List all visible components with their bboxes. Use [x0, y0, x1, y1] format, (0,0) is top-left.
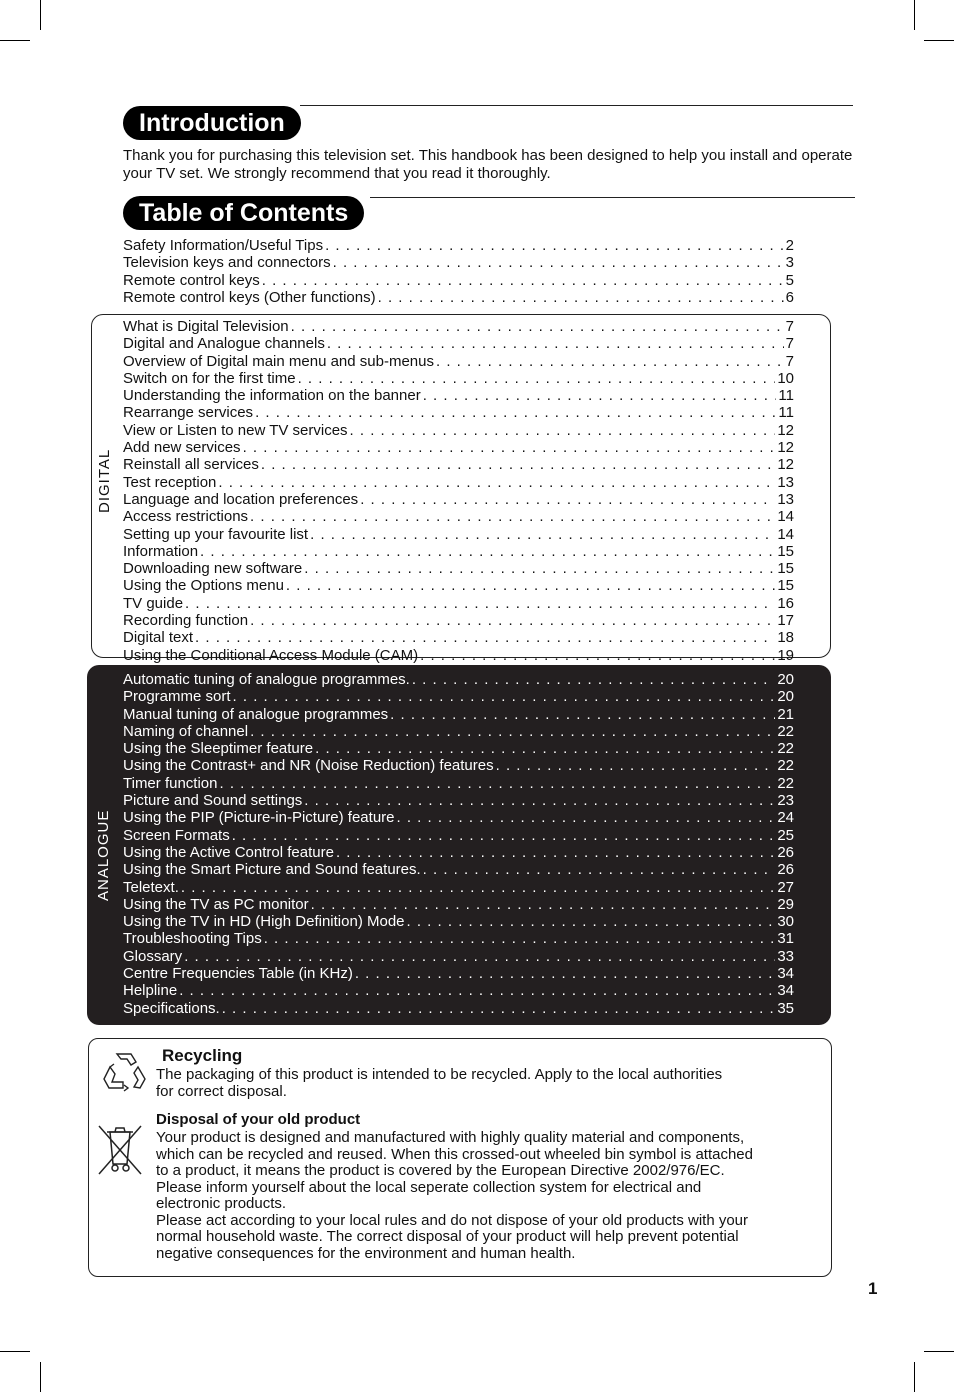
- analogue-label: ANALOGUE: [95, 809, 112, 901]
- toc-entry-page: 11: [778, 404, 794, 422]
- disposal-line: negative consequences for the environment and human health.: [156, 1244, 576, 1262]
- toc-entry-page: 22: [777, 740, 794, 758]
- toc-entry-title: Safety Information/Useful Tips: [123, 237, 324, 254]
- disposal-line: Please inform yourself about the local seperate collection system for electrical and: [156, 1178, 702, 1196]
- disposal-line: to a product, it means the product is covered by the European Directive 2002/976/EC.: [156, 1162, 725, 1179]
- toc-leader: [291, 318, 784, 335]
- toc-entry-page: 26: [777, 861, 794, 879]
- toc-leader: [222, 1000, 776, 1017]
- toc-entry-title: Remote control keys: [123, 271, 260, 289]
- digital-label: DIGITAL: [96, 448, 113, 513]
- toc-entry-title: Remote control keys (Other functions): [123, 288, 376, 306]
- toc-entry: [123, 508, 794, 525]
- toc-entry-title: Using the Sleeptimer feature: [123, 740, 314, 758]
- toc-general-list: [123, 237, 794, 306]
- toc-entry-title: Teletext.: [123, 878, 179, 896]
- toc-entry: [123, 612, 794, 629]
- toc-digital-list: [123, 318, 794, 664]
- toc-entry: [123, 491, 794, 508]
- recycling-line: The packaging of this product is intended to be recycled. Apply to the local authorities: [156, 1066, 723, 1083]
- toc-leader: [243, 439, 776, 456]
- disposal-line: Your product is designed and manufactured with highly quality material and components,: [156, 1129, 745, 1146]
- toc-leader: [286, 577, 775, 594]
- toc-entry-page: 16: [777, 594, 794, 612]
- toc-entry-title: Digital text: [123, 629, 194, 647]
- crossed-out-bin-icon: [95, 1122, 145, 1177]
- toc-entry-page: 26: [777, 843, 794, 861]
- toc-entry-title: Using the TV in HD (High Definition) Mode: [123, 913, 405, 931]
- crop-mark: [914, 0, 915, 30]
- toc-entry-title: Add new services: [123, 439, 241, 457]
- toc-leader: [325, 237, 784, 254]
- toc-entry: [123, 775, 794, 792]
- toc-entry-page: 22: [777, 757, 794, 775]
- toc-entry-title: Downloading new software: [123, 560, 303, 578]
- toc-entry: [123, 526, 794, 543]
- toc-entry: [123, 792, 794, 809]
- toc-entry-title: Using the Smart Picture and Sound features.: [123, 861, 421, 879]
- toc-entry-title: Picture and Sound settings: [123, 792, 303, 810]
- toc-entry: [123, 318, 794, 335]
- toc-leader: [315, 740, 775, 757]
- toc-entry-title: Using the PIP (Picture-in-Picture) feature: [123, 809, 395, 827]
- toc-entry-title: Understanding the information on the banner: [123, 387, 421, 405]
- toc-entry-page: 15: [777, 577, 794, 595]
- toc-entry-page: 13: [777, 473, 794, 491]
- toc-entry: [123, 237, 794, 254]
- toc-entry-title: Access restrictions: [123, 508, 249, 526]
- toc-entry-title: Screen Formats: [123, 826, 230, 844]
- toc-entry-page: 17: [777, 612, 794, 630]
- toc-entry-title: View or Listen to new TV services: [123, 421, 348, 439]
- toc-entry: [123, 629, 794, 646]
- toc-leader: [250, 508, 775, 525]
- toc-leader: [218, 474, 775, 491]
- toc-entry-page: 5: [785, 271, 794, 289]
- toc-entry-page: 19: [777, 646, 794, 664]
- toc-entry-page: 15: [777, 560, 794, 578]
- toc-rule: [370, 197, 855, 198]
- toc-entry-title: Using the Conditional Access Module (CAM): [123, 646, 419, 664]
- toc-leader: [200, 543, 775, 560]
- toc-entry-page: 35: [777, 999, 794, 1017]
- toc-entry-page: 34: [777, 965, 794, 983]
- intro-title: Introduction: [123, 106, 301, 140]
- toc-leader: [336, 844, 775, 861]
- toc-leader: [255, 404, 776, 421]
- toc-entry: [123, 913, 794, 930]
- crop-mark: [924, 1351, 954, 1352]
- toc-leader: [181, 879, 775, 896]
- toc-entry-title: Timer function: [123, 774, 218, 792]
- toc-leader: [185, 595, 775, 612]
- toc-entry-page: 15: [777, 542, 794, 560]
- toc-title: Table of Contents: [123, 196, 364, 230]
- toc-leader: [250, 612, 775, 629]
- toc-entry: [123, 896, 794, 913]
- toc-leader: [423, 861, 776, 878]
- toc-entry-page: 33: [777, 947, 794, 965]
- toc-leader: [496, 757, 776, 774]
- toc-entry-title: Specifications.: [123, 999, 220, 1017]
- toc-entry: [123, 577, 794, 594]
- toc-entry-page: 14: [777, 525, 794, 543]
- toc-entry: [123, 335, 794, 352]
- toc-entry: [123, 861, 794, 878]
- toc-entry-page: 27: [777, 878, 794, 896]
- toc-entry-page: 31: [777, 930, 794, 948]
- toc-entry: [123, 930, 794, 947]
- toc-leader: [420, 647, 775, 664]
- toc-entry-page: 14: [777, 508, 794, 526]
- toc-entry-page: 25: [777, 826, 794, 844]
- toc-entry: [123, 254, 794, 271]
- toc-leader: [378, 289, 784, 306]
- disposal-line: Please act according to your local rules and do not dispose of your old products with your: [156, 1211, 749, 1229]
- toc-entry-title: Setting up your favourite list: [123, 525, 309, 543]
- toc-entry: [123, 647, 794, 664]
- toc-entry-title: Switch on for the first time: [123, 369, 296, 387]
- toc-entry-page: 18: [777, 629, 794, 647]
- toc-entry-page: 3: [785, 254, 794, 272]
- toc-leader: [327, 335, 784, 352]
- toc-entry-page: 11: [778, 387, 794, 405]
- crop-mark: [924, 40, 954, 41]
- toc-leader: [264, 930, 776, 947]
- toc-entry: [123, 706, 794, 723]
- toc-entry-page: 20: [777, 688, 794, 706]
- toc-entry: [123, 353, 794, 370]
- toc-leader: [390, 706, 775, 723]
- toc-entry-page: 23: [777, 792, 794, 810]
- toc-leader: [360, 491, 775, 508]
- toc-entry: [123, 982, 794, 999]
- recycling-title: Recycling: [162, 1046, 243, 1065]
- toc-entry-page: 7: [785, 335, 794, 353]
- toc-entry: [123, 1000, 794, 1017]
- toc-leader: [355, 965, 775, 982]
- toc-entry: [123, 740, 794, 757]
- toc-entry: [123, 404, 794, 421]
- toc-leader: [423, 387, 777, 404]
- toc-leader: [233, 688, 776, 705]
- toc-entry: [123, 289, 794, 306]
- toc-entry-page: 22: [777, 722, 794, 740]
- toc-entry: [123, 560, 794, 577]
- toc-entry-page: 22: [777, 774, 794, 792]
- toc-entry: [123, 723, 794, 740]
- toc-leader: [195, 629, 775, 646]
- toc-entry-page: 6: [785, 288, 794, 306]
- crop-mark: [40, 1362, 41, 1392]
- toc-leader: [262, 272, 784, 289]
- toc-leader: [298, 370, 776, 387]
- toc-leader: [261, 456, 775, 473]
- crop-mark: [0, 40, 30, 41]
- toc-leader: [407, 913, 776, 930]
- toc-entry-page: 12: [777, 439, 794, 457]
- toc-entry-title: Automatic tuning of analogue programmes.: [123, 671, 410, 688]
- toc-leader: [397, 809, 776, 826]
- toc-entry-title: Using the Contrast+ and NR (Noise Reduction) features: [123, 757, 494, 775]
- recycle-icon: [100, 1050, 148, 1092]
- intro-text: Thank you for purchasing this television set. This handbook has been designed to help you install and operate your TV set. We strongly recommend that you read it thoroughly.: [123, 147, 853, 182]
- toc-leader: [333, 254, 784, 271]
- toc-leader: [184, 948, 775, 965]
- toc-entry-title: Language and location preferences: [123, 490, 359, 508]
- toc-analogue-list: [123, 671, 794, 1017]
- toc-entry-page: 13: [777, 490, 794, 508]
- toc-entry-title: Using the Active Control feature: [123, 843, 334, 861]
- toc-entry-page: 30: [777, 913, 794, 931]
- toc-entry-title: Manual tuning of analogue programmes: [123, 705, 389, 723]
- toc-entry-title: Helpline: [123, 982, 178, 1000]
- toc-entry-title: Information: [123, 542, 199, 560]
- toc-entry: [123, 809, 794, 826]
- toc-entry: [123, 671, 794, 688]
- toc-entry-page: 12: [777, 456, 794, 474]
- toc-leader: [350, 422, 776, 439]
- toc-entry: [123, 688, 794, 705]
- toc-entry: [123, 595, 794, 612]
- toc-entry-page: 10: [777, 369, 794, 387]
- toc-entry-title: Programme sort: [123, 688, 231, 706]
- disposal-title: Disposal of your old product: [156, 1111, 361, 1128]
- toc-entry: [123, 757, 794, 774]
- toc-entry-page: 7: [785, 352, 794, 370]
- toc-leader: [179, 982, 775, 999]
- toc-leader: [304, 792, 775, 809]
- toc-entry-title: Television keys and connectors: [123, 254, 331, 272]
- toc-entry: [123, 879, 794, 896]
- disposal-line: which can be recycled and reused. When this crossed-out wheeled bin symbol is attached: [156, 1145, 753, 1163]
- toc-entry-page: 21: [777, 705, 794, 723]
- page-number: 1: [868, 1279, 878, 1298]
- toc-entry-title: Overview of Digital main menu and sub-menus: [123, 352, 434, 370]
- toc-entry-title: Reinstall all services: [123, 456, 259, 474]
- toc-entry-title: Glossary: [123, 947, 183, 965]
- toc-leader: [436, 353, 784, 370]
- toc-entry-title: Test reception: [123, 473, 217, 491]
- toc-entry-page: 24: [777, 809, 794, 827]
- toc-entry: [123, 422, 794, 439]
- toc-entry: [123, 272, 794, 289]
- toc-leader: [232, 827, 776, 844]
- toc-entry: [123, 439, 794, 456]
- toc-leader: [304, 560, 775, 577]
- disposal-line: normal household waste. The correct disposal of your product will help prevent potential: [156, 1228, 739, 1245]
- toc-entry: [123, 948, 794, 965]
- toc-entry-title: Rearrange services: [123, 404, 254, 422]
- toc-entry-page: 34: [777, 982, 794, 1000]
- toc-leader: [311, 896, 776, 913]
- toc-entry-title: Digital and Analogue channels: [123, 335, 325, 353]
- toc-entry-title: Naming of channel: [123, 722, 249, 740]
- toc-entry-page: 12: [777, 421, 794, 439]
- crop-mark: [0, 1351, 30, 1352]
- intro-rule: [300, 105, 853, 106]
- toc-entry-page: 7: [785, 318, 794, 335]
- toc-entry: [123, 370, 794, 387]
- toc-entry-title: Troubleshooting Tips: [123, 930, 262, 948]
- toc-entry: [123, 965, 794, 982]
- toc-entry-title: Recording function: [123, 612, 249, 630]
- toc-entry-title: Centre Frequencies Table (in KHz): [123, 965, 353, 983]
- toc-entry: [123, 387, 794, 404]
- toc-leader: [412, 671, 775, 688]
- toc-entry: [123, 844, 794, 861]
- toc-entry-title: What is Digital Television: [123, 318, 289, 335]
- toc-entry-title: TV guide: [123, 594, 184, 612]
- disposal-line: electronic products.: [156, 1195, 287, 1212]
- crop-mark: [914, 1362, 915, 1392]
- toc-entry: [123, 474, 794, 491]
- toc-entry: [123, 827, 794, 844]
- toc-entry-title: Using the Options menu: [123, 577, 284, 595]
- crop-mark: [40, 0, 41, 30]
- toc-leader: [219, 775, 775, 792]
- toc-entry: [123, 456, 794, 473]
- toc-entry-title: Using the TV as PC monitor: [123, 895, 309, 913]
- toc-leader: [310, 526, 775, 543]
- toc-entry-page: 20: [777, 671, 794, 688]
- toc-leader: [250, 723, 775, 740]
- toc-entry-page: 2: [785, 237, 794, 254]
- toc-entry-page: 29: [777, 895, 794, 913]
- recycling-line: for correct disposal.: [156, 1083, 287, 1100]
- toc-entry: [123, 543, 794, 560]
